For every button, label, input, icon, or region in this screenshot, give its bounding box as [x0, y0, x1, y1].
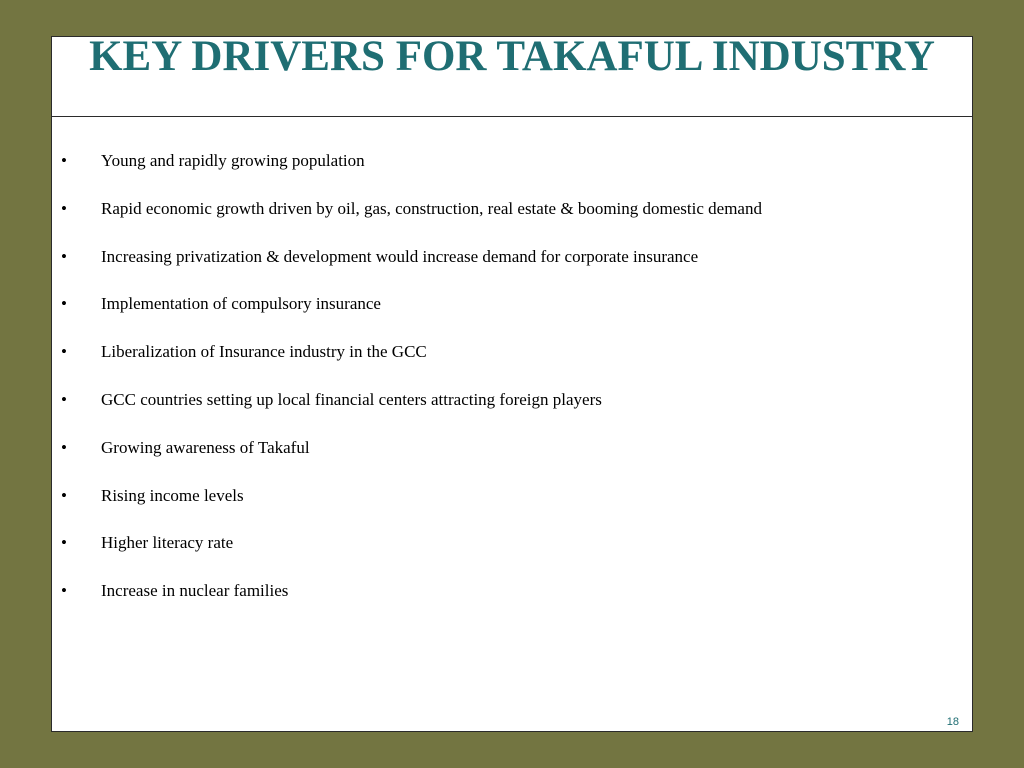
bullet-icon: • [61, 581, 67, 601]
title-box [52, 33, 972, 117]
bullet-icon: • [61, 389, 67, 409]
bullet-icon: • [61, 342, 67, 362]
bullet-text: Increasing privatization & development would increase demand for corporate insurance [101, 246, 699, 266]
bullet-icon: • [61, 246, 67, 266]
bullet-text: Implementation of compulsory insurance [101, 294, 381, 314]
slide [51, 33, 973, 732]
bullet-text: Rapid economic growth driven by oil, gas, construction, real estate & booming domestic demand [101, 198, 762, 218]
bullet-icon: • [61, 198, 67, 218]
bullet-icon: • [61, 151, 67, 170]
bullet-text: Increase in nuclear families [101, 581, 289, 601]
bullet-text: Rising income levels [101, 485, 244, 505]
bullet-text: Liberalization of Insurance industry in the GCC [101, 342, 427, 362]
page-number: 18 [946, 716, 959, 728]
bullet-text: Higher literacy rate [101, 533, 234, 553]
bullet-icon: • [61, 533, 67, 553]
bullet-text: Growing awareness of Takaful [101, 437, 310, 457]
bullet-text: GCC countries setting up local financial centers attracting foreign players [101, 389, 602, 409]
slide-title: KEY DRIVERS FOR TAKAFUL INDUSTRY [89, 33, 935, 80]
bullet-icon: • [61, 437, 67, 457]
bullet-text: Young and rapidly growing population [101, 151, 365, 170]
bullet-icon: • [61, 485, 67, 505]
bullet-icon: • [61, 294, 67, 314]
